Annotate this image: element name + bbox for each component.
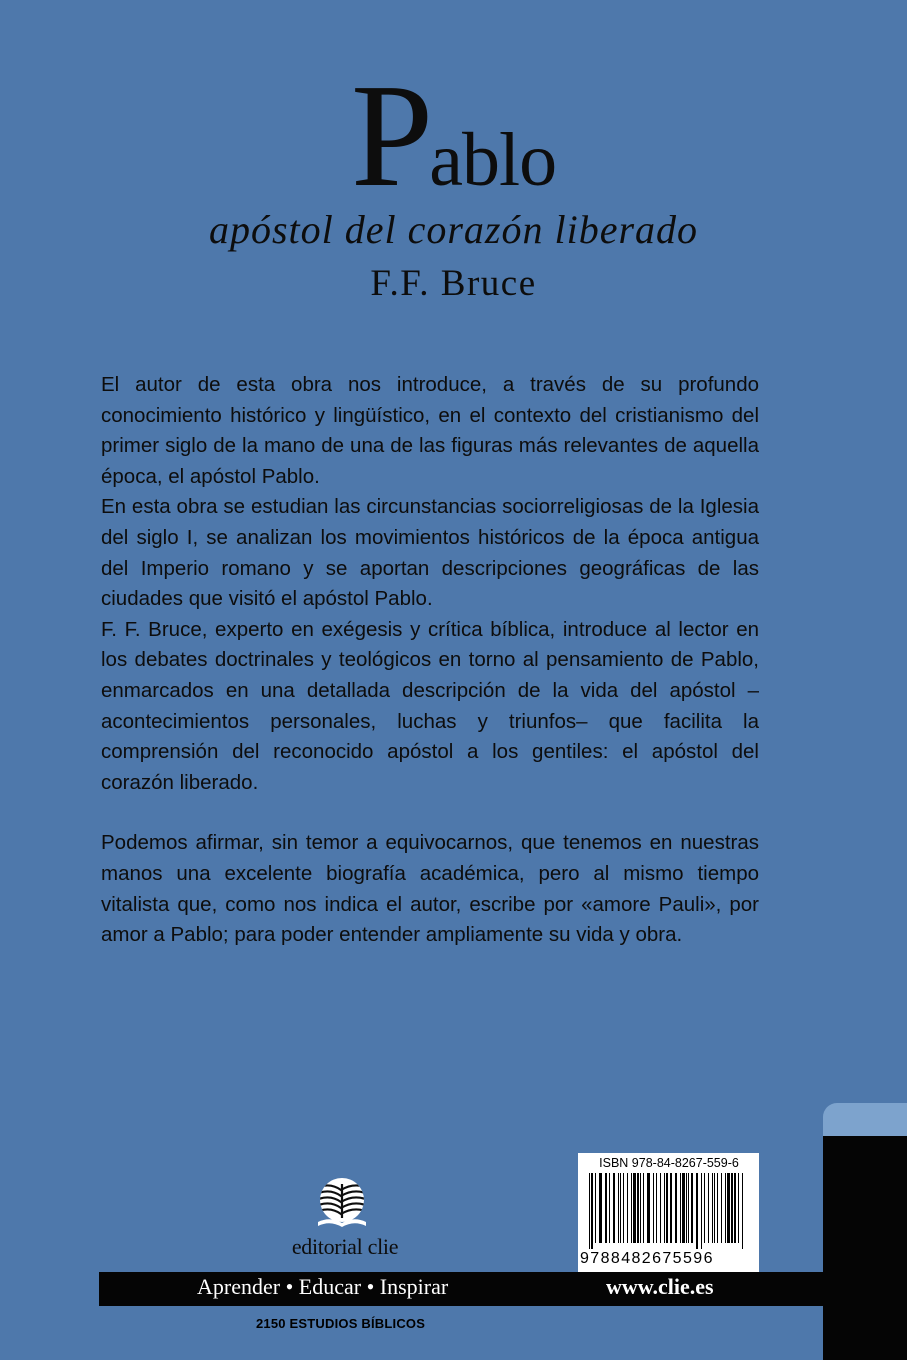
title-initial: P [350, 54, 430, 218]
barcode-bar [664, 1173, 665, 1243]
spine-tab-dark [823, 1136, 907, 1360]
barcode-bar [731, 1173, 733, 1243]
barcode-bar [670, 1173, 672, 1243]
publisher-name: editorial clie [291, 1234, 399, 1259]
description-paragraph: Podemos afirmar, sin temor a equivocarnos, que tenemos en nuestras manos una excelente biografía académica, pero al mismo tiempo vitalista que, como nos indica el autor, escribe por «amore Pauli», por amor a Pablo; para poder entender ampliamente su vida y obra. [101, 831, 759, 947]
series-label: 2150 ESTUDIOS BÍBLICOS [256, 1316, 426, 1331]
book-author: F.F. Bruce [370, 263, 537, 304]
barcode-bar [595, 1173, 596, 1243]
barcode-bar [618, 1173, 619, 1243]
barcode-bar [675, 1173, 677, 1243]
barcode-bar [712, 1173, 713, 1243]
barcode-bar [591, 1173, 593, 1249]
barcode-bar [742, 1173, 743, 1249]
barcode-bar [696, 1173, 698, 1249]
barcode-bar [721, 1173, 722, 1243]
isbn-label: ISBN 978-84-8267-559-6 [599, 1156, 739, 1170]
barcode-bar [727, 1173, 730, 1243]
barcode-bar [725, 1173, 726, 1243]
barcode-bar [609, 1173, 610, 1243]
barcode-bar [714, 1173, 715, 1243]
description-paragraph: El autor de esta obra nos introduce, a través de su profundo conocimiento histórico y lingüístico, en el contexto del cristianismo del primer siglo de la mano de una de las figuras más relevantes de aquella época, el apóstol Pablo. [101, 373, 759, 488]
barcode-bar [688, 1173, 689, 1243]
title-rest: ablo [429, 118, 557, 202]
barcode-bar [734, 1173, 736, 1243]
barcode-bar [613, 1173, 615, 1243]
book-subtitle: apóstol del corazón liberado [208, 207, 699, 252]
barcode-bar [653, 1173, 654, 1243]
barcode-bar [599, 1173, 602, 1243]
barcode-bar [643, 1173, 644, 1243]
barcode-bar [631, 1173, 632, 1243]
description-paragraph: F. F. Bruce, experto en exégesis y crítica bíblica, introduce al lector en los debates doctrinales y teológicos en torno al pensamiento de Pablo, enmarcados en una detallada descripción de la vida del apóstol –acontecimientos personales, luchas y triunfos– que facilita la comprensión del reconocido apóstol a los gentiles: el apóstol del corazón liberado. [101, 617, 759, 794]
barcode-bar [701, 1173, 702, 1249]
barcode-image [585, 1173, 752, 1249]
description-paragraph: En esta obra se estudian las circunstancias sociorreligiosas de la Iglesia del siglo I, se analizan los movimientos históricos de la época antigua del Imperio romano y se aportan descripciones geográficas de las ciudades que visitó el apóstol Pablo. [101, 495, 759, 611]
barcode-bar [656, 1173, 657, 1243]
barcode-bar [660, 1173, 661, 1243]
barcode-bar [647, 1173, 650, 1243]
barcode-bar [637, 1173, 639, 1243]
open-book-globe-icon [310, 1176, 374, 1234]
footer-bar [99, 1272, 823, 1306]
spine-tab-light [823, 1103, 907, 1139]
barcode-bar [691, 1173, 693, 1243]
barcode-block [578, 1153, 759, 1273]
barcode-bar [623, 1173, 624, 1243]
barcode-bar [717, 1173, 718, 1243]
barcode-bar [620, 1173, 621, 1243]
barcode-bar [704, 1173, 705, 1243]
barcode-bar [682, 1173, 685, 1243]
barcode-bar [680, 1173, 681, 1243]
barcode-bar [605, 1173, 607, 1243]
barcode-bar [666, 1173, 668, 1243]
barcode-bar [640, 1173, 641, 1243]
barcode-bar [686, 1173, 687, 1243]
barcode-bar [589, 1173, 590, 1249]
publisher-tagline: Aprender • Educar • Inspirar [197, 1274, 449, 1299]
barcode-bar [627, 1173, 628, 1243]
back-cover-description [101, 370, 759, 951]
barcode-bar [633, 1173, 636, 1243]
barcode-bar [738, 1173, 739, 1243]
barcode-bar [708, 1173, 709, 1243]
publisher-url[interactable]: www.clie.es [606, 1274, 714, 1299]
book-title [0, 54, 907, 218]
barcode-number: 9788482675596 [580, 1250, 714, 1267]
